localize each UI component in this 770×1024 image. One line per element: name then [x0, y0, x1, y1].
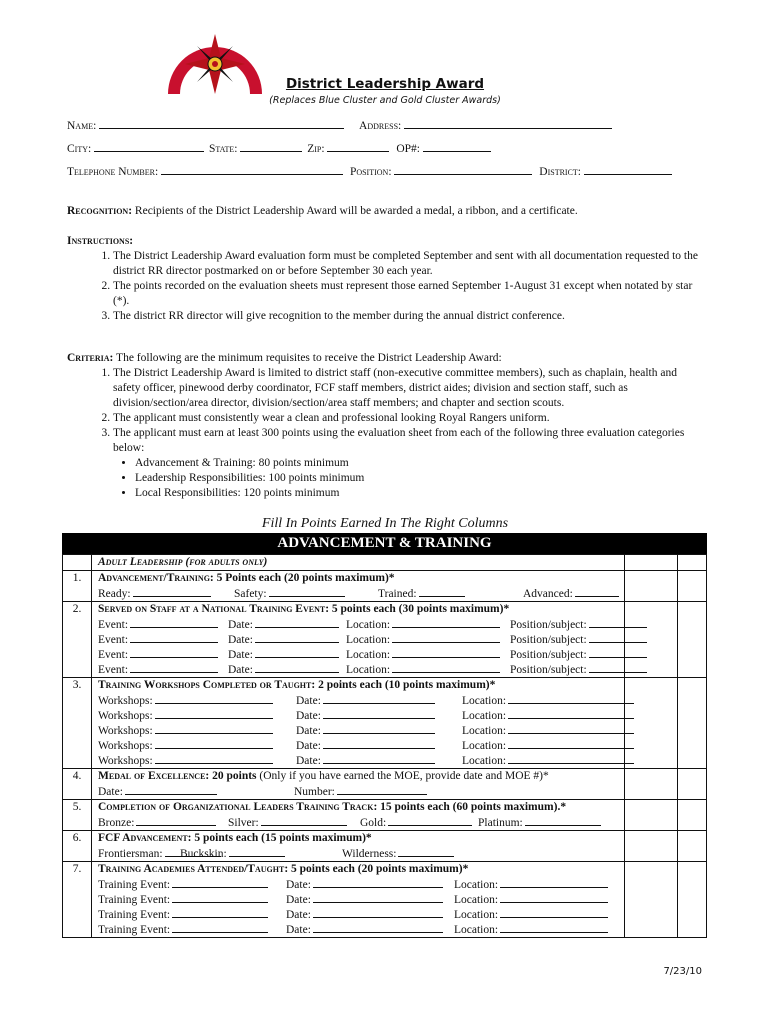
criteria-section	[67, 351, 707, 501]
entry-field[interactable]	[313, 922, 443, 933]
entry-line	[98, 693, 624, 708]
entry-label: Workshops:	[98, 725, 153, 737]
recognition-label: Recognition:	[67, 205, 133, 217]
criteria-bullet: • Local Responsibilities: 120 points minimum	[135, 486, 707, 501]
entry-label: Location:	[462, 755, 507, 767]
entry-label: Date:	[296, 755, 321, 767]
entry-label: Training Event:	[98, 909, 171, 921]
entry-line	[98, 846, 624, 861]
entry-field[interactable]	[589, 617, 647, 628]
points-cell[interactable]	[678, 555, 707, 571]
entry-label: Workshops:	[98, 695, 153, 707]
points-cell[interactable]	[678, 800, 707, 831]
entry-field[interactable]	[398, 846, 454, 857]
name-label: Name:	[67, 120, 97, 132]
entry-label: Trained:	[378, 588, 417, 600]
table-row	[63, 571, 707, 602]
row-title	[98, 769, 624, 784]
table-row	[63, 678, 707, 769]
entry-field[interactable]	[155, 738, 273, 749]
entry-field[interactable]	[392, 662, 500, 673]
row-title-smallcaps: Advancement/Training	[98, 572, 210, 584]
entry-label: Event:	[98, 664, 129, 676]
entry-line	[98, 753, 624, 768]
entry-line	[98, 922, 624, 937]
entry-label: Location:	[462, 695, 507, 707]
entry-label: Date:	[286, 894, 311, 906]
entry-line	[98, 586, 624, 601]
entry-label: Location:	[462, 725, 507, 737]
entry-field[interactable]	[155, 708, 273, 719]
points-cell[interactable]	[625, 555, 678, 571]
district-label: District:	[539, 166, 582, 178]
recognition-text: Recipients of the District Leadership Award will be awarded a medal, a ribbon, and a certificate.	[132, 205, 578, 217]
table-row	[63, 831, 707, 862]
entry-field[interactable]	[130, 617, 218, 628]
row-title-smallcaps: FCF Advancement	[98, 832, 188, 844]
row-number: 4.	[63, 769, 92, 800]
entry-field[interactable]	[500, 907, 608, 918]
points-cell[interactable]	[625, 769, 678, 800]
row-content	[92, 678, 625, 769]
row-title	[98, 862, 624, 877]
entry-label: Buckskin:	[180, 848, 227, 860]
entry-label: Date:	[98, 786, 123, 798]
entry-line	[98, 647, 624, 662]
entry-field[interactable]	[172, 907, 268, 918]
criteria-bullet: • Advancement & Training: 80 points minimum	[135, 456, 707, 471]
entry-field[interactable]	[261, 815, 347, 826]
entry-field[interactable]	[323, 753, 435, 764]
row-title-smallcaps: Completion of Organizational Leaders Training Track	[98, 801, 374, 813]
entry-label: Position/subject:	[510, 619, 587, 631]
zip-field[interactable]	[327, 141, 389, 152]
name-field[interactable]	[99, 118, 344, 129]
telephone-label: Telephone Number:	[67, 166, 159, 178]
entry-field[interactable]	[508, 708, 634, 719]
row-content	[92, 571, 625, 602]
entry-line	[98, 892, 624, 907]
page-subtitle: (Replaces Blue Cluster and Gold Cluster Awards)	[269, 95, 501, 106]
row-title	[98, 831, 624, 846]
entry-label: Training Event:	[98, 879, 171, 891]
entry-field[interactable]	[589, 662, 647, 673]
entry-field[interactable]	[508, 753, 634, 764]
entry-label: Ready:	[98, 588, 131, 600]
criteria-item: 2. The applicant must consistently wear a clean and professional looking Royal Rangers uniform.	[113, 411, 707, 426]
entry-field[interactable]	[589, 632, 647, 643]
points-cell[interactable]	[678, 862, 707, 938]
op-field[interactable]	[423, 141, 491, 152]
position-field[interactable]	[394, 164, 532, 175]
entry-label: Event:	[98, 649, 129, 661]
row-title-rest: : 5 Points each (20 points maximum)*	[209, 572, 395, 584]
entry-label: Safety:	[234, 588, 267, 600]
entry-field[interactable]	[575, 586, 619, 597]
row-content	[92, 769, 625, 800]
row-title	[98, 571, 624, 586]
entry-label: Date:	[296, 725, 321, 737]
entry-field[interactable]	[337, 784, 427, 795]
telephone-row	[67, 164, 672, 178]
entry-field[interactable]	[172, 922, 268, 933]
entry-field[interactable]	[136, 815, 216, 826]
entry-field[interactable]	[508, 693, 634, 704]
entry-line	[98, 632, 624, 647]
row-title-smallcaps: Medal of Excellence	[98, 770, 206, 782]
entry-field[interactable]	[269, 586, 345, 597]
entry-label: Location:	[454, 894, 499, 906]
entry-field[interactable]	[392, 632, 500, 643]
row-content	[92, 602, 625, 678]
entry-field[interactable]	[500, 892, 608, 903]
row-title	[98, 800, 624, 815]
criteria-bullet: • Leadership Responsibilities: 100 points minimum	[135, 471, 707, 486]
op-label: OP#:	[396, 143, 420, 155]
entry-field[interactable]	[125, 784, 217, 795]
entry-field[interactable]	[392, 647, 500, 658]
row-number: 1.	[63, 571, 92, 602]
entry-label: Workshops:	[98, 755, 153, 767]
entry-field[interactable]	[525, 815, 601, 826]
entry-label: Location:	[454, 909, 499, 921]
row-number: 6.	[63, 831, 92, 862]
instruction-item: 3. The district RR director will give recognition to the member during the annual district conference.	[113, 309, 707, 324]
entry-line	[98, 877, 624, 892]
entry-label: Workshops:	[98, 740, 153, 752]
row-number: 3.	[63, 678, 92, 769]
fill-in-heading: Fill In Points Earned In The Right Columns	[261, 516, 509, 531]
entry-label: Workshops:	[98, 710, 153, 722]
entry-label: Location:	[454, 879, 499, 891]
entry-label: Location:	[346, 634, 391, 646]
entry-label: Location:	[346, 649, 391, 661]
entry-field[interactable]	[419, 586, 465, 597]
row-title-rest: : 15 points each (60 points maximum).*	[373, 801, 567, 813]
row-title-smallcaps: Training Academies Attended/Taught	[98, 863, 285, 875]
evaluation-grid	[62, 554, 707, 938]
entry-field[interactable]	[323, 708, 435, 719]
recognition-paragraph	[67, 204, 707, 219]
entry-field[interactable]	[589, 647, 647, 658]
row-title	[98, 678, 624, 693]
entry-label: Location:	[346, 664, 391, 676]
points-cell[interactable]	[678, 571, 707, 602]
name-address-row	[67, 118, 612, 132]
row-title-rest: : 2 points each (10 points maximum)*	[311, 679, 496, 691]
table-row	[63, 769, 707, 800]
entry-field[interactable]	[392, 617, 500, 628]
district-field[interactable]	[584, 164, 672, 175]
entry-field[interactable]	[155, 753, 273, 764]
entry-line	[98, 907, 624, 922]
entry-field[interactable]	[500, 877, 608, 888]
entry-field[interactable]	[155, 723, 273, 734]
address-field[interactable]	[404, 118, 612, 129]
points-cell[interactable]	[678, 831, 707, 862]
entry-field[interactable]	[130, 632, 218, 643]
entry-line	[98, 784, 624, 799]
entry-label: Position/subject:	[510, 649, 587, 661]
entry-field[interactable]	[229, 846, 285, 857]
points-cell[interactable]	[625, 800, 678, 831]
row-number: 5.	[63, 800, 92, 831]
row-title-rest: : 5 points each (20 points maximum)*	[284, 863, 469, 875]
table-row	[63, 862, 707, 938]
entry-field[interactable]	[133, 586, 211, 597]
criteria-label: Criteria:	[67, 352, 114, 364]
entry-line	[98, 662, 624, 677]
section-label-row	[63, 555, 707, 571]
entry-field[interactable]	[172, 892, 268, 903]
instructions-label: Instructions:	[67, 235, 134, 247]
entry-field[interactable]	[323, 738, 435, 749]
row-title	[98, 602, 624, 617]
entry-field[interactable]	[130, 662, 218, 673]
entry-label: Date:	[286, 924, 311, 936]
state-field[interactable]	[240, 141, 302, 152]
entry-label: Date:	[228, 664, 253, 676]
entry-label: Platinum:	[478, 817, 523, 829]
entry-label: Position/subject:	[510, 634, 587, 646]
page-title: District Leadership Award	[285, 76, 485, 92]
entry-line	[98, 723, 624, 738]
criteria-text: The following are the minimum requisites to receive the District Leadership Award:	[113, 352, 502, 364]
points-cell[interactable]	[678, 769, 707, 800]
entry-label: Advanced:	[523, 588, 573, 600]
city-field[interactable]	[94, 141, 204, 152]
entry-label: Wilderness:	[342, 848, 397, 860]
entry-field[interactable]	[313, 877, 443, 888]
entry-label: Number:	[294, 786, 335, 798]
row-title-note: (Only if you have earned the MOE, provide date and MOE #)*	[256, 770, 549, 782]
entry-field[interactable]	[313, 892, 443, 903]
entry-field[interactable]	[388, 815, 472, 826]
logo-arc-text: ROYAL RANGERS	[166, 20, 261, 64]
entry-field[interactable]	[255, 647, 339, 658]
entry-label: Date:	[228, 649, 253, 661]
entry-field[interactable]	[255, 662, 339, 673]
points-cell[interactable]	[625, 862, 678, 938]
zip-label: Zip:	[307, 143, 325, 155]
entry-field[interactable]	[255, 632, 339, 643]
entry-label: Date:	[286, 879, 311, 891]
telephone-field[interactable]	[161, 164, 343, 175]
position-label: Position:	[349, 166, 392, 178]
entry-label: Frontiersman:	[98, 848, 163, 860]
row-number: 2.	[63, 602, 92, 678]
row-content	[92, 862, 625, 938]
points-cell[interactable]	[625, 571, 678, 602]
entry-label: Date:	[296, 710, 321, 722]
entry-label: Date:	[286, 909, 311, 921]
table-header: ADVANCEMENT & TRAINING	[62, 533, 707, 554]
points-cell[interactable]	[625, 831, 678, 862]
entry-field[interactable]	[508, 738, 634, 749]
entry-label: Location:	[346, 619, 391, 631]
row-content	[92, 800, 625, 831]
entry-field[interactable]	[508, 723, 634, 734]
address-label: Address:	[359, 120, 402, 132]
row-title-rest: : 5 points each (15 points maximum)*	[187, 832, 372, 844]
entry-field[interactable]	[255, 617, 339, 628]
entry-label: Date:	[296, 740, 321, 752]
entry-label: Date:	[296, 695, 321, 707]
section-label: Adult Leadership (for adults only)	[98, 556, 268, 568]
entry-field[interactable]	[500, 922, 608, 933]
entry-label: Training Event:	[98, 894, 171, 906]
instruction-item: 1. The District Leadership Award evaluation form must be completed September and sent with all documentation requested to the district RR director postmarked on or before September 30 each year.	[113, 249, 707, 279]
entry-field[interactable]	[323, 723, 435, 734]
city-state-row	[67, 141, 491, 155]
advancement-training-table	[62, 533, 707, 938]
entry-field[interactable]	[172, 877, 268, 888]
state-label: State:	[208, 143, 238, 155]
title-block	[250, 76, 520, 106]
entry-line	[98, 617, 624, 632]
row-content	[92, 831, 625, 862]
entry-label: Location:	[462, 740, 507, 752]
points-cell[interactable]	[678, 678, 707, 769]
points-cell[interactable]	[678, 602, 707, 678]
table-row	[63, 800, 707, 831]
entry-label: Event:	[98, 619, 129, 631]
entry-field[interactable]	[130, 647, 218, 658]
entry-label: Gold:	[360, 817, 387, 829]
instructions-section	[67, 234, 707, 324]
entry-label: Date:	[228, 634, 253, 646]
row-number: 7.	[63, 862, 92, 938]
entry-label: Event:	[98, 634, 129, 646]
entry-label: Bronze:	[98, 817, 135, 829]
criteria-item: The applicant must earn at least 300 points using the evaluation sheet from each of the following three evaluation categories below:	[113, 427, 685, 454]
row-title-rest: : 5 points each (30 points maximum)*	[325, 603, 510, 615]
entry-label: Training Event:	[98, 924, 171, 936]
entry-line	[98, 738, 624, 753]
entry-line	[98, 815, 624, 830]
instruction-item: 2. The points recorded on the evaluation sheets must represent those earned September 1-August 31 except when notated by star (*).	[113, 279, 707, 309]
footer-date: 7/23/10	[663, 966, 702, 977]
entry-label: Location:	[462, 710, 507, 722]
city-label: City:	[67, 143, 92, 155]
entry-field[interactable]	[323, 693, 435, 704]
entry-line	[98, 708, 624, 723]
entry-label: Location:	[454, 924, 499, 936]
entry-label: Silver:	[228, 817, 259, 829]
criteria-item: 1. The District Leadership Award is limited to district staff (non-executive committee members), such as chaplain, health and safety officer, pinewood derby coordinator, FCF staff members, district aides; division and section staff, such as division/section/area director, division/section/area staff members; and chapter and section scouts.	[113, 366, 707, 411]
row-title-smallcaps: Training Workshops Completed or Taught	[98, 679, 312, 691]
entry-label: Date:	[228, 619, 253, 631]
table-row	[63, 602, 707, 678]
entry-field[interactable]	[155, 693, 273, 704]
row-title-rest: : 20 points	[205, 770, 257, 782]
entry-label: Position/subject:	[510, 664, 587, 676]
row-title-smallcaps: Served on Staff at a National Training Event	[98, 603, 326, 615]
entry-field[interactable]	[313, 907, 443, 918]
